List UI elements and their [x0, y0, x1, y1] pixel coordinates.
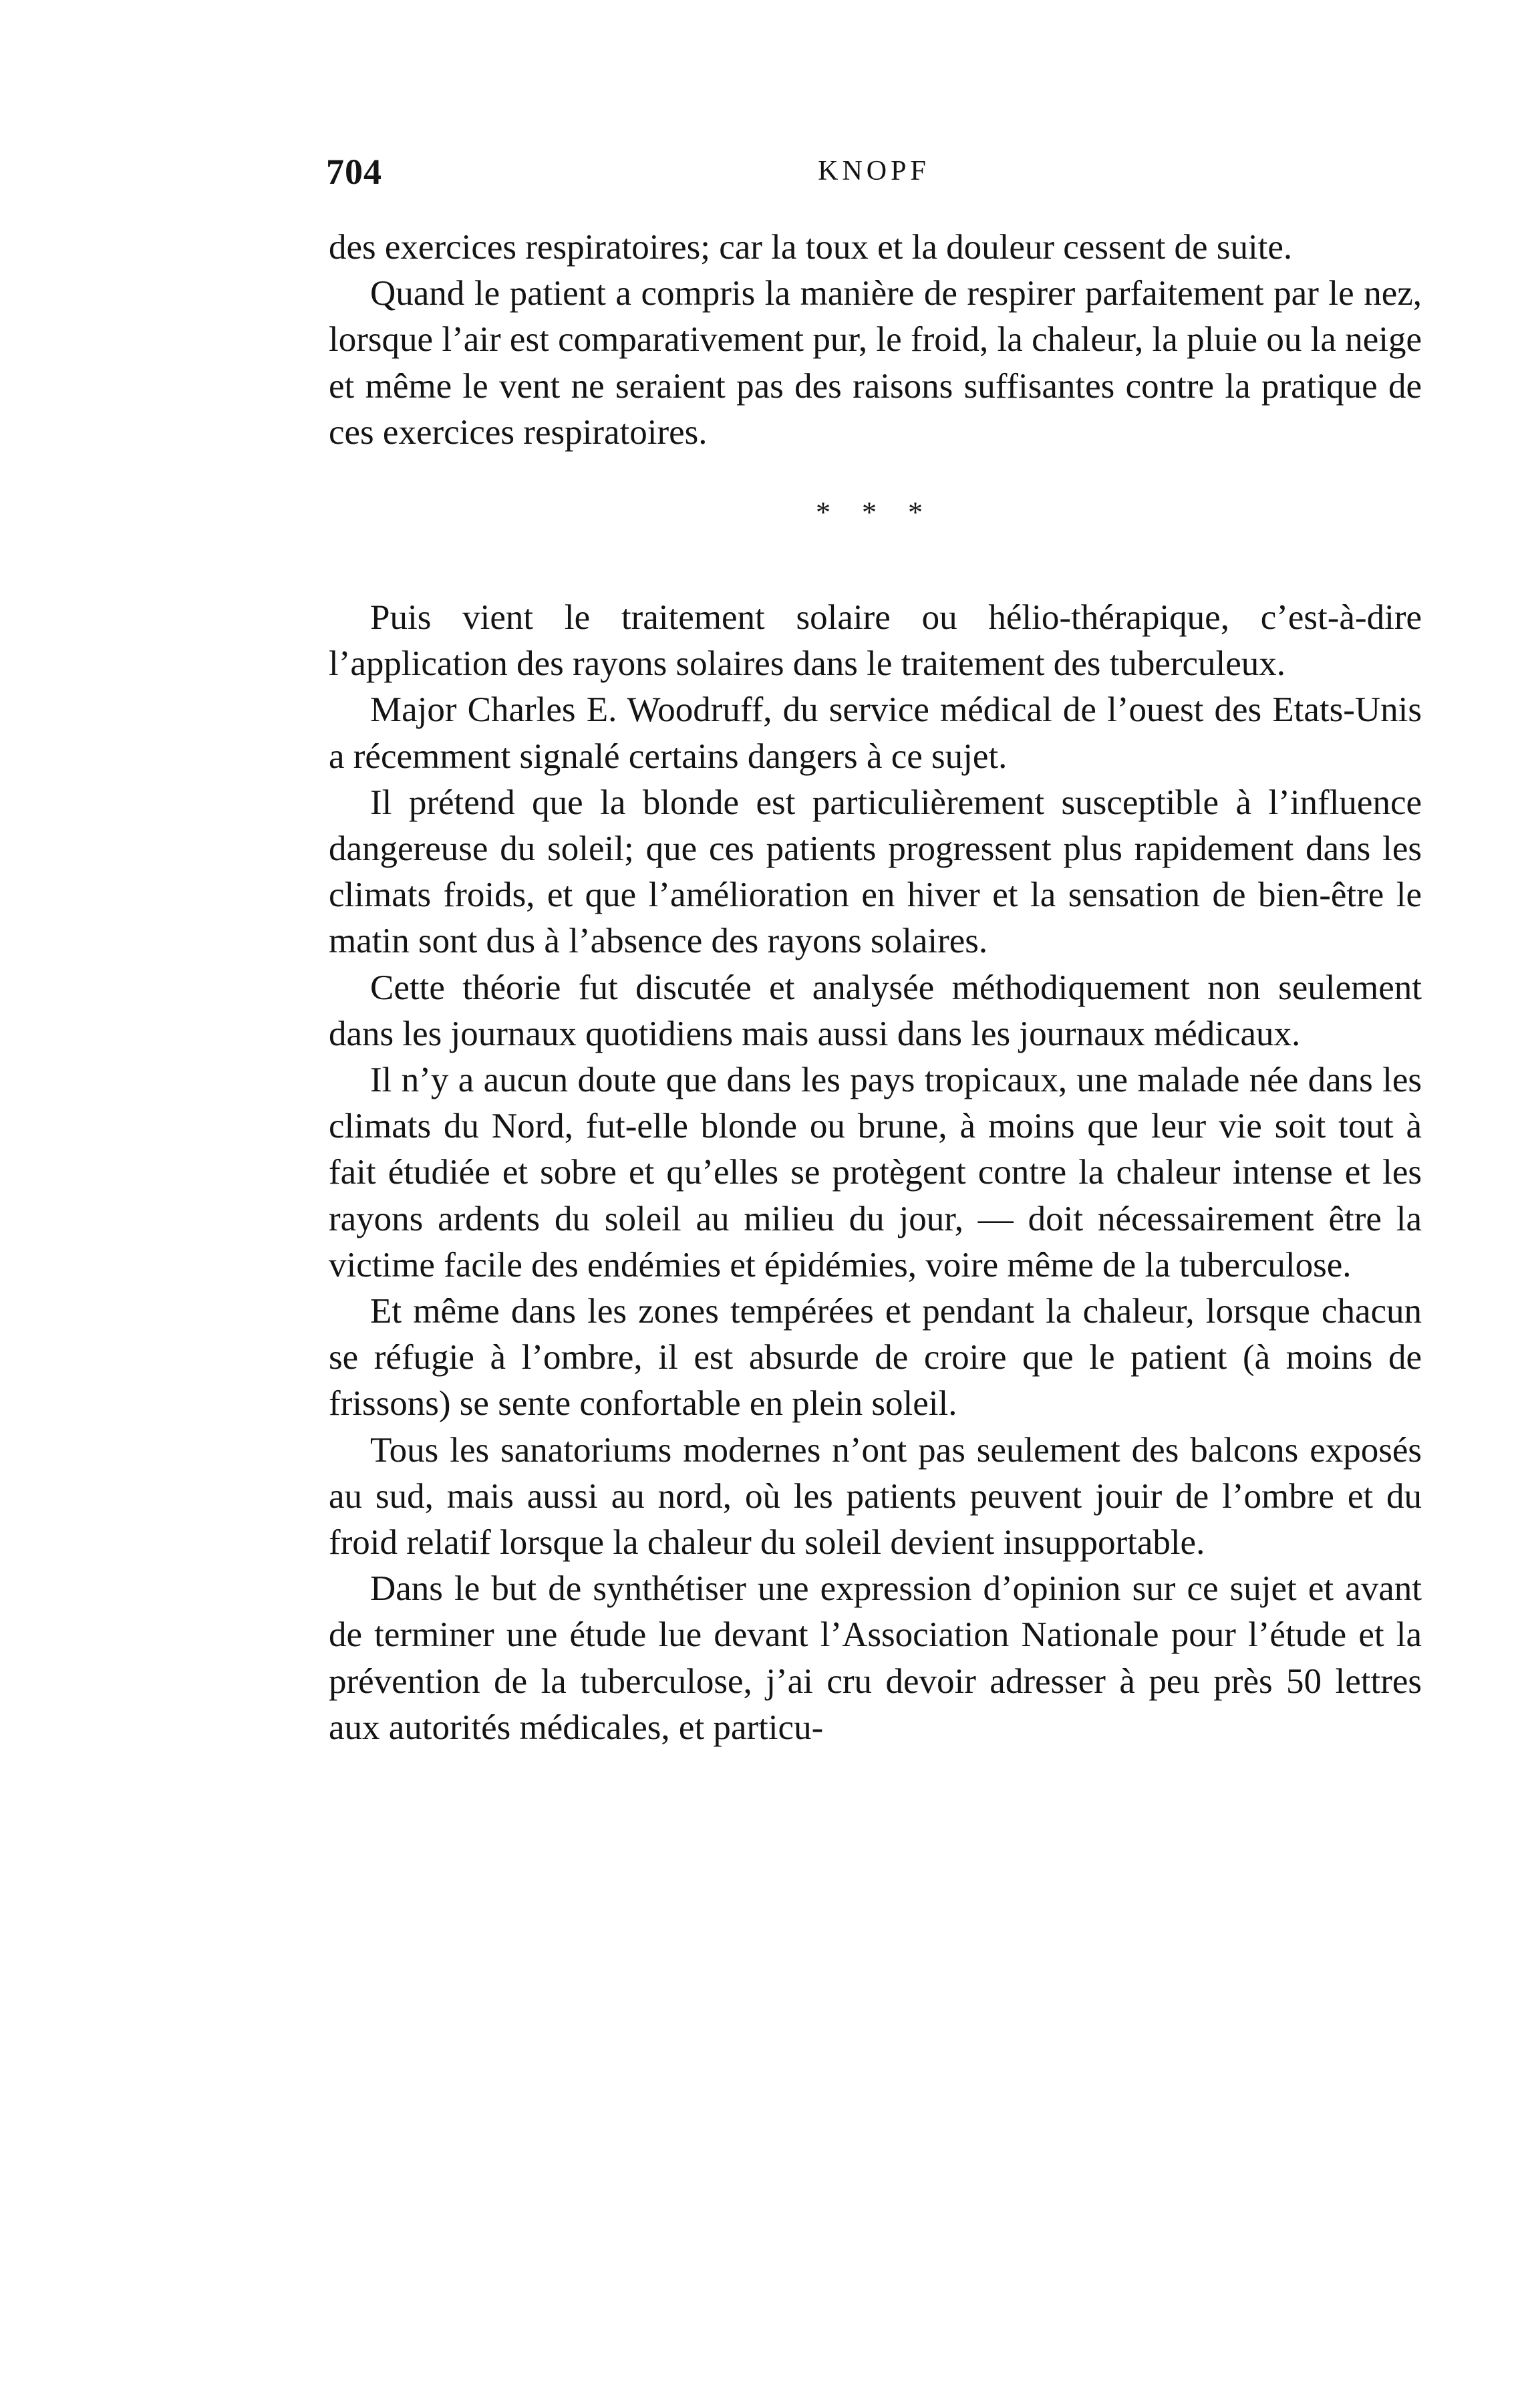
paragraph: Quand le patient a compris la manière de respirer parfaitement par le nez, lorsque l’air est comparativement pur, le froid, la chaleur, la pluie ou la neige et même le vent ne seraient pas des raisons suffisantes contre la pratique de ces exercices respiratoires.	[329, 274, 1422, 452]
paragraph: Cette théorie fut discutée et analysée méthodiquement non seulement dans les journaux quotidiens mais aussi dans les journaux médicaux.	[329, 968, 1422, 1053]
paragraph: Dans le but de synthétiser une expression d’opinion sur ce sujet et avant de terminer une étude lue devant l’Association Nationale pour l’étude et la prévention de la tuberculose, j’ai cru devoir adresser à peu près 50 lettres aux autorités médicales, et particu-	[329, 1569, 1422, 1747]
paragraph: Il prétend que la blonde est particulièrement susceptible à l’influence dangereuse du soleil; que ces patients progressent plus rapidement dans les climats froids, et que l’amélioration en hiver et la sensation de bien-être le matin sont dus à l’absence des rayons solaires.	[329, 783, 1422, 961]
asterism: * * *	[816, 496, 935, 529]
running-head: KNOPF	[818, 156, 930, 186]
page-number: 704	[326, 152, 382, 192]
page-header	[326, 151, 1422, 205]
body-text	[329, 225, 1422, 1751]
paragraph: Il n’y a aucun doute que dans les pays tropicaux, une malade née dans les climats du Nord, fut-elle blonde ou brune, à moins que leur vie soit tout à fait étudiée et sobre et qu’elles se protègent contre la chaleur intense et les rayons ardents du soleil au milieu du jour, — doit nécessairement être la victime facile des endémies et épidémies, voire même de la tuberculose.	[329, 1061, 1422, 1285]
paragraph: Major Charles E. Woodruff, du service médical de l’ouest des Etats-Unis a récemment signalé certains dangers à ce sujet.	[329, 690, 1422, 776]
paragraph: Et même dans les zones tempérées et pendant la chaleur, lorsque chacun se réfugie à l’ombre, il est absurde de croire que le patient (à moins de frissons) se sente confortable en plein soleil.	[329, 1292, 1422, 1424]
paragraph-continuation: des exercices respiratoires; car la toux et la douleur cessent de suite.	[329, 228, 1293, 267]
paragraph: Tous les sanatoriums modernes n’ont pas seulement des balcons exposés au sud, mais aussi au nord, où les patients peuvent jouir de l’ombre et du froid relatif lorsque la chaleur du soleil devient insupportable.	[329, 1430, 1422, 1563]
section-separator	[329, 456, 1422, 595]
paragraph: Puis vient le traitement solaire ou hélio-thérapique, c’est-à-dire l’application des rayons solaires dans le traitement des tuberculeux.	[329, 598, 1422, 684]
